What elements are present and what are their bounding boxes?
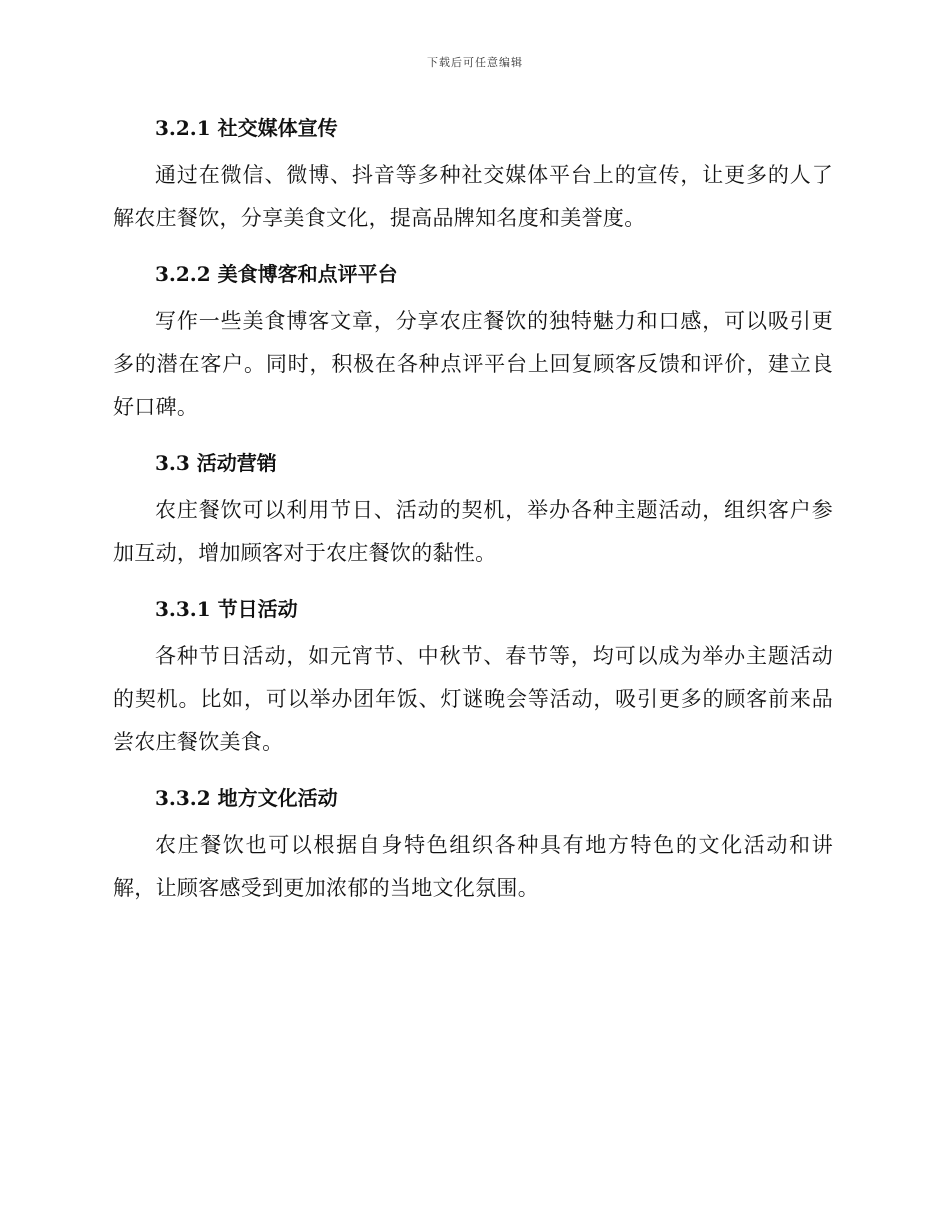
section-heading-3-2-1: 3.2.1 社交媒体宣传 — [155, 116, 338, 140]
section-heading-3-2-2: 3.2.2 美食博客和点评平台 — [155, 262, 398, 286]
section-heading-3-3-2: 3.3.2 地方文化活动 — [155, 786, 338, 810]
section-paragraph-3-2-1: 通过在微信、微博、抖音等多种社交媒体平台上的宣传，让更多的人了解农庄餐饮，分享美食文化，提高品牌知名度和美誉度。 — [113, 163, 833, 230]
page-header-note: 下载后可任意编辑 — [427, 56, 523, 69]
section-paragraph-3-3-2: 农庄餐饮也可以根据自身特色组织各种具有地方特色的文化活动和讲解，让顾客感受到更加浓郁的当地文化氛围。 — [113, 833, 833, 900]
section-paragraph-3-3-1: 各种节日活动，如元宵节、中秋节、春节等，均可以成为举办主题活动的契机。比如，可以举办团年饭、灯谜晚会等活动，吸引更多的顾客前来品尝农庄餐饮美食。 — [113, 644, 833, 754]
section-heading-3-3-1: 3.3.1 节日活动 — [155, 597, 298, 621]
section-heading-3-3: 3.3 活动营销 — [155, 451, 277, 475]
section-paragraph-3-2-2: 写作一些美食博客文章，分享农庄餐饮的独特魅力和口感，可以吸引更多的潜在客户。同时，积极在各种点评平台上回复顾客反馈和评价，建立良好口碑。 — [113, 309, 833, 419]
document-body — [113, 108, 833, 910]
section-paragraph-3-3: 农庄餐饮可以利用节日、活动的契机，举办各种主题活动，组织客户参加互动，增加顾客对于农庄餐饮的黏性。 — [113, 498, 833, 565]
